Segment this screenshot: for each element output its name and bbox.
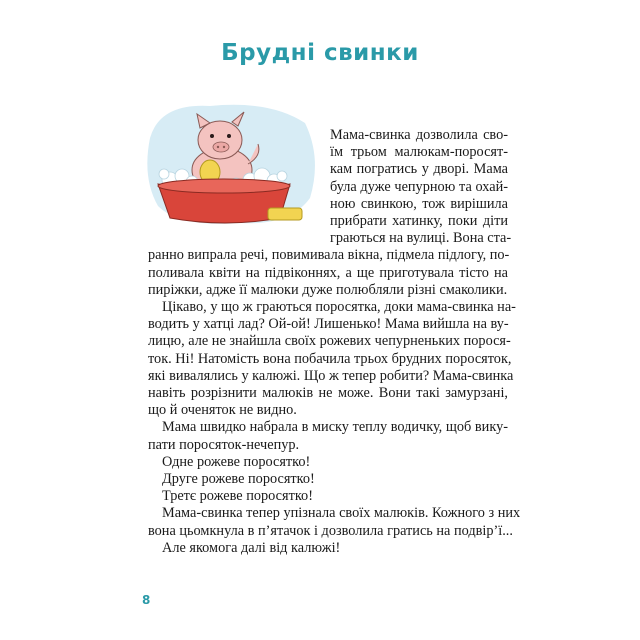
- text-line: ранно випрала речі, повимивала вікна, підмела підлогу, по-: [148, 247, 510, 264]
- text-line: які вивалялись у калюжі. Що ж тепер робити? Мама-свинка: [148, 367, 514, 384]
- text-line: Мама-свинка дозволила сво-: [330, 127, 508, 143]
- text-line: Друге рожеве поросятко!: [162, 471, 315, 488]
- page-number: 8: [142, 593, 151, 607]
- text-line: ною свинкою, тож вирішила: [330, 195, 508, 212]
- text-line: пиріжки, адже її малюки дуже полюбляли різні смаколики.: [148, 281, 508, 298]
- story-text: [148, 127, 521, 557]
- text-line: Мама-свинка тепер упізнала своїх малюків. Кожного з них: [162, 505, 521, 522]
- text-line: Але якомога далі від калюжі!: [162, 539, 341, 556]
- text-line: граються на вулиці. Вона ста-: [330, 230, 512, 247]
- text-line: поливала квіти на підвіконнях, а ще приготувала тісто на: [148, 264, 508, 281]
- text-line: що й оченяток не видно.: [148, 402, 297, 419]
- text-line: Цікаво, у що ж граються поросятка, доки мама-свинка на-: [162, 299, 516, 316]
- text-line: навіть розрізнити малюків не може. Вони такі замурзані,: [148, 385, 508, 402]
- text-line: прибрати хатинку, поки діти: [330, 213, 508, 230]
- text-line: Третє рожеве поросятко!: [162, 488, 313, 505]
- text-line: була дуже чепурною та охай-: [330, 178, 508, 195]
- text-line: Мама швидко набрала в миску теплу водичку, щоб вику-: [162, 419, 508, 436]
- text-line: ток. Ні! Натомість вона побачила трьох брудних поросяток,: [148, 350, 512, 367]
- text-line: Одне рожеве поросятко!: [162, 453, 311, 470]
- text-line: їм трьом малюкам-поросят-: [330, 144, 508, 161]
- text-line: вона цьомкнула в п’ятачок і дозволила гратись на подвір’ї...: [148, 522, 513, 539]
- text-line: пати поросяток-нечепур.: [148, 436, 300, 453]
- page-title: Брудні свинки: [221, 40, 419, 66]
- text-line: кам погратись у дворі. Мама: [330, 161, 508, 178]
- text-line: лицю, але не знайшла своїх рожевих чепурненьких порося-: [148, 333, 511, 350]
- text-line: водить у хатці лад? Ой-ой! Лишенько! Мама вийшла на ву-: [148, 316, 509, 333]
